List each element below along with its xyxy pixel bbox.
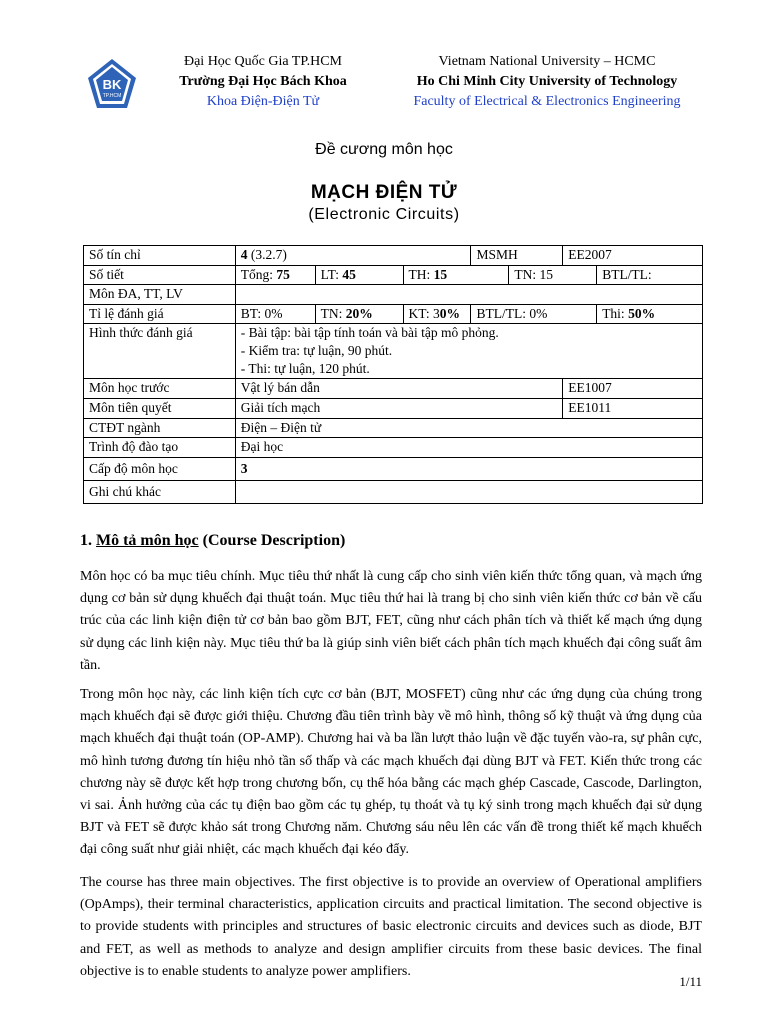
bt-cell: BT: 0% — [235, 304, 315, 324]
assessment-line: - Thi: tự luận, 120 phút. — [240, 361, 370, 377]
th-value: 15 — [433, 266, 448, 282]
table-row — [84, 480, 703, 503]
vn-faculty: Khoa Điện-Điện Tử — [206, 94, 320, 109]
en-university: Vietnam National University – HCMC — [438, 54, 656, 69]
thi-cell — [597, 304, 703, 324]
credits-cell — [235, 246, 471, 266]
table-row — [84, 418, 703, 438]
tn-weight-value: 20% — [345, 305, 373, 321]
page-number: 1/11 — [679, 974, 702, 989]
header-vietnamese — [150, 52, 376, 112]
table-row — [84, 324, 703, 379]
row-label: Số tín chỉ — [84, 246, 236, 266]
row-label: Tỉ lệ đánh giá — [84, 304, 236, 324]
row-label: Môn học trước — [84, 379, 236, 399]
empty-cell — [235, 480, 702, 503]
tn-cell: TN: 15 — [509, 265, 597, 285]
lt-value: 45 — [342, 266, 356, 282]
table-row — [84, 304, 703, 324]
logo-text-city: TP.HCM — [102, 93, 122, 99]
course-info-table — [83, 245, 703, 504]
lt-label: LT: — [320, 266, 343, 282]
row-label: Trình độ đào tạo — [84, 438, 236, 458]
prior-course-code: EE1007 — [563, 379, 703, 399]
en-school: Ho Chi Minh City University of Technology — [416, 74, 678, 89]
thi-label: Thi: — [602, 305, 629, 321]
msmh-value: EE2007 — [563, 246, 703, 266]
credits-value: 4 — [240, 247, 248, 262]
thi-value: 50% — [628, 305, 656, 321]
prior-course: Vật lý bán dẫn — [235, 379, 563, 399]
row-label: Hình thức đánh giá — [84, 324, 236, 379]
level-value: Đại học — [235, 438, 702, 458]
tn-weight-label: TN: — [320, 305, 346, 321]
credits-detail: (3.2.7) — [247, 247, 287, 262]
table-row — [84, 379, 703, 399]
table-row — [84, 265, 703, 285]
assessment-line: - Bài tập: bài tập tính toán và bài tập mô phỏng. — [240, 325, 499, 341]
prerequisite-course: Giải tích mạch — [235, 398, 563, 418]
section-heading — [80, 532, 345, 550]
course-title: MẠCH ĐIỆN TỬ — [310, 182, 458, 203]
table-row — [84, 457, 703, 480]
header-english — [392, 52, 702, 112]
section-title-en: (Course Description) — [198, 532, 346, 549]
course-level-value: 3 — [235, 457, 702, 480]
row-label: Môn ĐA, TT, LV — [84, 285, 236, 305]
table-row — [84, 246, 703, 266]
document-header — [0, 52, 768, 116]
assessment-cell — [235, 324, 702, 379]
en-faculty: Faculty of Electrical & Electronics Engineering — [413, 94, 681, 109]
msmh-label: MSMH — [471, 246, 563, 266]
paragraph: Môn học có ba mục tiêu chính. Mục tiêu thứ nhất là cung cấp cho sinh viên kiến thức tổng quan, và mạch ứng dụng cơ bản sử dụng khuếch đại thuật toán. Mục tiêu thứ hai là trang bị cho sinh viên kiến thức cơ bản về cấu trúc của các linh kiện điện tử cơ bản bao gồm BJT, FET, cũng như cách phân tích và thiết kế mạch ứng dụng sử dụng các linh kiện này. Mục tiêu thứ ba là giúp sinh viên biết cách phân tích mạch khuếch đại công suất âm tần. — [80, 569, 702, 673]
table-row — [84, 398, 703, 418]
course-title-english: (Electronic Circuits) — [308, 206, 460, 223]
btl-cell: BTL/TL: — [597, 265, 703, 285]
kt-label: KT: 3 — [408, 305, 440, 321]
total-label: Tổng: — [240, 266, 277, 282]
tn-weight-cell — [315, 304, 403, 324]
total-cell — [235, 265, 315, 285]
paragraph: The course has three main objectives. The first objective is to provide an overview of Operational amplifiers (OpAmps), their terminal characteristics, application circuits and practical limitation. The second objective is to provide students with principles and structures of basic electronic circuits and devices such as diode, BJT and FET, as well as methods to analyze and design amplifier circuits from these basic devices. The final objective is to enable students to analyze power amplifiers. — [80, 875, 702, 979]
vn-school: Trường Đại Học Bách Khoa — [179, 74, 347, 89]
row-label: Cấp độ môn học — [84, 457, 236, 480]
kt-cell — [403, 304, 471, 324]
empty-cell — [235, 285, 702, 305]
prerequisite-code: EE1011 — [563, 398, 703, 418]
table-row — [84, 285, 703, 305]
university-logo — [86, 58, 138, 110]
row-label: Số tiết — [84, 265, 236, 285]
total-value: 75 — [276, 266, 290, 282]
kt-value: 0% — [439, 305, 460, 321]
th-label: TH: — [408, 266, 434, 282]
btl-weight-cell: BTL/TL: 0% — [471, 304, 597, 324]
document-type: Đề cương môn học — [315, 141, 453, 158]
table-row — [84, 438, 703, 458]
row-label: Môn tiên quyết — [84, 398, 236, 418]
program-value: Điện – Điện tử — [235, 418, 702, 438]
th-cell — [403, 265, 509, 285]
section-number: 1. — [80, 532, 96, 549]
assessment-line: - Kiểm tra: tự luận, 90 phút. — [240, 343, 393, 359]
lt-cell — [315, 265, 403, 285]
vn-university: Đại Học Quốc Gia TP.HCM — [183, 54, 342, 69]
row-label: CTĐT ngành — [84, 418, 236, 438]
row-label: Ghi chú khác — [84, 480, 236, 503]
paragraph: Trong môn học này, các linh kiện tích cực cơ bản (BJT, MOSFET) cũng như các ứng dụng của chúng trong mạch khuếch đại sẽ được giới thiệu. Chương đầu tiên trình bày về mô hình, thông số kỹ thuật và ứng dụng của mạch khuếch đại thuật toán (OP-AMP). Chương hai và ba lần lượt thảo luận về đặc tuyến vào-ra, sự phân cực, mô hình tương đương tín hiệu nhỏ tần số thấp và các mạch khuếch đại dùng BJT và FET. Kiến thức trong các chương này sẽ được kết hợp trong chương bốn, cụ thể hóa bằng các mạch ghép Cascade, Cascode, Darlington, vi sai. Ảnh hưởng của các tụ điện bao gồm các tụ ghép, tụ thoát và tụ ký sinh trong mạch khuếch đại sử dụng BJT và FET sẽ được khảo sát trong Chương năm. Chương sáu nêu lên các vấn đề trong thiết kế mạch khuếch đại công suất như giải nhiệt, các mạch khuếch đại kéo đẩy. — [80, 687, 702, 858]
logo-text-bk: BK — [102, 77, 122, 92]
section-title-vn: Mô tả môn học — [96, 532, 199, 549]
